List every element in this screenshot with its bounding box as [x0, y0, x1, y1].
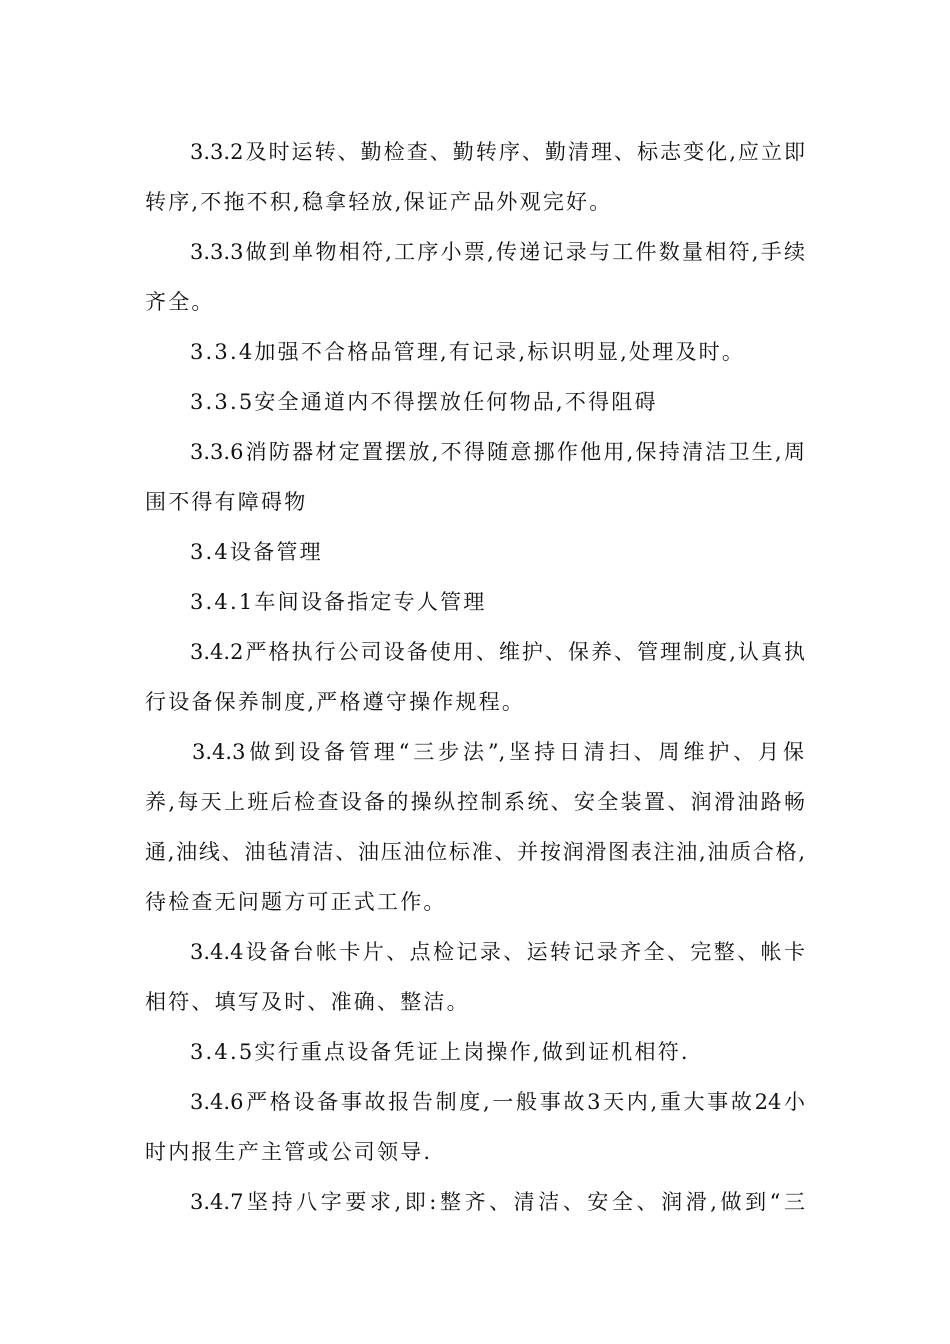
text-line-3-4-3-cont-1: 养,每天上班后检查设备的操纵控制系统、安全装置、润滑油路畅	[145, 790, 805, 814]
text-line-3-4-4-cont: 相符、填写及时、准确、整洁。	[145, 990, 470, 1014]
text-line-3-4-3-cont-2: 通,油线、油毡清洁、油压油位标准、并按润滑图表注油,油质合格,	[145, 840, 805, 864]
text-line-3-4-6: 3.4.6严格设备事故报告制度,一般事故3天内,重大事故24小	[190, 1090, 805, 1114]
text-line-3-4-6-cont: 时内报生产主管或公司领导.	[145, 1140, 433, 1164]
text-line-3-4-3: 3.4.3做到设备管理“三步法”,坚持日清扫、周维护、月保	[192, 740, 804, 764]
text-line-3-3-4: 3.3.4加强不合格品管理,有记录,标识明显,处理及时。	[190, 340, 746, 364]
text-line-3-3-6: 3.3.6消防器材定置摆放,不得随意挪作他用,保持清洁卫生,周	[190, 440, 805, 464]
text-line-3-4-2: 3.4.2严格执行公司设备使用、维护、保养、管理制度,认真执	[190, 640, 805, 664]
text-line-3-4-4: 3.4.4设备台帐卡片、点检记录、运转记录齐全、完整、帐卡	[190, 940, 805, 964]
section-heading-3-4: 3.4设备管理	[190, 540, 323, 564]
text-line-3-4-2-cont: 行设备保养制度,严格遵守操作规程。	[145, 690, 526, 714]
text-line-3-3-3-cont: 齐全。	[145, 290, 215, 314]
text-line-3-3-5: 3.3.5安全通道内不得摆放任何物品,不得阻碍	[190, 390, 658, 414]
text-line-3-3-3: 3.3.3做到单物相符,工序小票,传递记录与工件数量相符,手续	[190, 240, 805, 264]
text-line-3-3-2: 3.3.2及时运转、勤检查、勤转序、勤清理、标志变化,应立即	[190, 140, 805, 164]
text-line-3-3-2-cont: 转序,不拖不积,稳拿轻放,保证产品外观完好。	[145, 190, 613, 214]
text-line-3-4-7: 3.4.7坚持八字要求,即:整齐、清洁、安全、润滑,做到“三	[190, 1190, 805, 1214]
text-line-3-4-3-cont-3: 待检查无问题方可正式工作。	[145, 890, 447, 914]
text-line-3-4-5: 3.4.5实行重点设备凭证上岗操作,做到证机相符.	[190, 1040, 690, 1064]
text-line-3-3-6-cont: 围不得有障碍物	[145, 490, 308, 514]
text-line-3-4-1: 3.4.1车间设备指定专人管理	[190, 590, 487, 614]
